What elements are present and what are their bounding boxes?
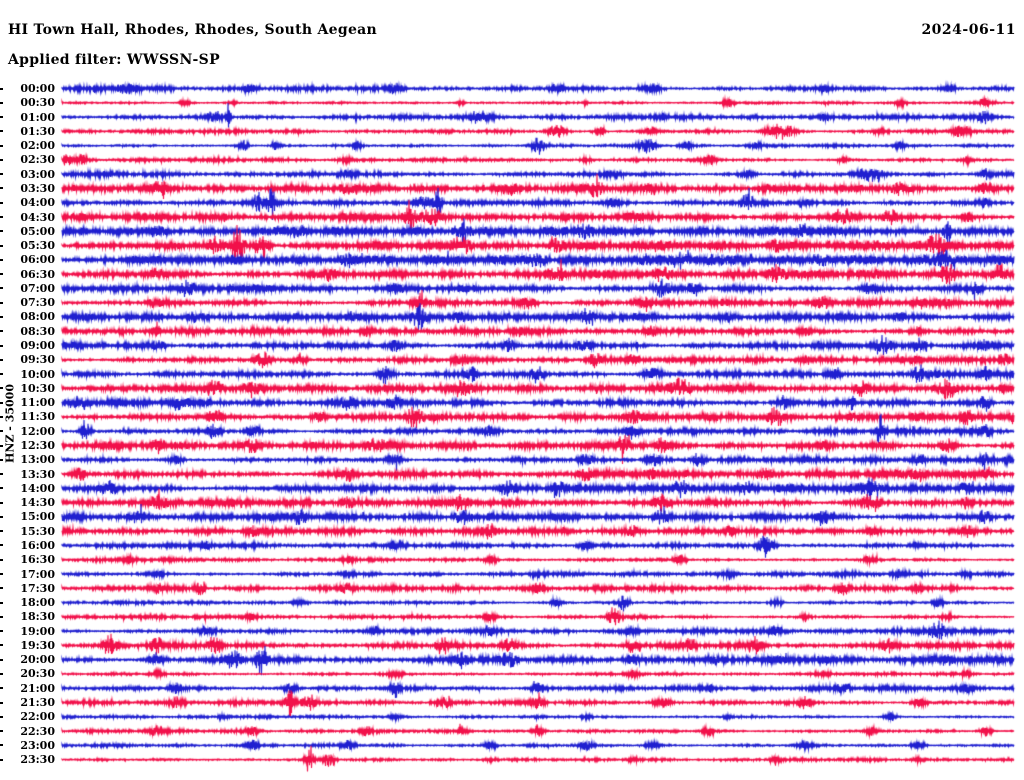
- row-tick: [0, 230, 3, 232]
- row-tick: [0, 316, 3, 318]
- row-tick: [0, 302, 3, 304]
- time-label: 14:00: [20, 481, 55, 495]
- row-tick: [0, 88, 3, 90]
- row-tick: [0, 187, 3, 189]
- time-label: 02:30: [20, 153, 55, 167]
- row-tick: [0, 373, 3, 375]
- row-tick: [0, 416, 3, 418]
- time-label: 07:00: [20, 281, 55, 295]
- time-label: 07:30: [20, 296, 55, 310]
- time-label: 16:30: [20, 553, 55, 567]
- row-tick: [0, 202, 3, 204]
- row-tick: [0, 487, 3, 489]
- row-tick: [0, 173, 3, 175]
- time-label: 18:30: [20, 610, 55, 624]
- row-tick: [0, 287, 3, 289]
- row-tick: [0, 473, 3, 475]
- time-label: 06:00: [20, 253, 55, 267]
- time-label: 20:00: [20, 653, 55, 667]
- row-tick: [0, 644, 3, 646]
- time-label: 16:00: [20, 538, 55, 552]
- row-tick: [0, 616, 3, 618]
- row-tick: [0, 102, 3, 104]
- row-tick: [0, 430, 3, 432]
- row-tick: [0, 516, 3, 518]
- time-label: 19:30: [20, 638, 55, 652]
- time-label: 23:30: [20, 753, 55, 767]
- row-tick: [0, 330, 3, 332]
- row-tick: [0, 159, 3, 161]
- time-label: 05:30: [20, 239, 55, 253]
- time-label: 14:30: [20, 496, 55, 510]
- row-tick: [0, 630, 3, 632]
- time-label: 05:00: [20, 224, 55, 238]
- row-tick: [0, 587, 3, 589]
- row-tick: [0, 744, 3, 746]
- time-label: 18:00: [20, 596, 55, 610]
- time-label: 12:00: [20, 424, 55, 438]
- row-tick: [0, 116, 3, 118]
- time-label: 10:00: [20, 367, 55, 381]
- row-tick: [0, 573, 3, 575]
- time-label: 13:30: [20, 467, 55, 481]
- row-tick: [0, 530, 3, 532]
- row-tick: [0, 602, 3, 604]
- row-tick: [0, 130, 3, 132]
- time-label: 08:00: [20, 310, 55, 324]
- time-label: 11:30: [20, 410, 55, 424]
- row-tick: [0, 245, 3, 247]
- time-label: 04:30: [20, 210, 55, 224]
- time-label: 01:30: [20, 124, 55, 138]
- time-label: 21:30: [20, 696, 55, 710]
- time-label: 06:30: [20, 267, 55, 281]
- row-tick: [0, 559, 3, 561]
- time-label: 00:30: [20, 96, 55, 110]
- row-tick: [0, 216, 3, 218]
- row-tick: [0, 359, 3, 361]
- time-label: 17:30: [20, 581, 55, 595]
- row-tick: [0, 273, 3, 275]
- row-tick: [0, 259, 3, 261]
- time-label: 09:30: [20, 353, 55, 367]
- row-tick: [0, 759, 3, 761]
- row-tick: [0, 387, 3, 389]
- row-tick: [0, 673, 3, 675]
- time-label: 04:00: [20, 196, 55, 210]
- time-label: 13:00: [20, 453, 55, 467]
- time-label: 10:30: [20, 381, 55, 395]
- time-label: 17:00: [20, 567, 55, 581]
- row-tick: [0, 502, 3, 504]
- row-tick: [0, 345, 3, 347]
- time-label: 21:00: [20, 681, 55, 695]
- row-tick: [0, 716, 3, 718]
- row-tick: [0, 145, 3, 147]
- row-tick: [0, 659, 3, 661]
- row-tick: [0, 730, 3, 732]
- time-label: 19:00: [20, 624, 55, 638]
- time-label: 22:30: [20, 724, 55, 738]
- time-label: 09:00: [20, 339, 55, 353]
- row-tick: [0, 544, 3, 546]
- time-label: 03:00: [20, 167, 55, 181]
- time-label: 00:00: [20, 82, 55, 95]
- time-label: 23:00: [20, 738, 55, 752]
- row-tick: [0, 687, 3, 689]
- row-tick: [0, 459, 3, 461]
- time-label: 12:30: [20, 439, 55, 452]
- time-label: 02:00: [20, 139, 55, 153]
- time-label: 11:00: [20, 396, 55, 410]
- time-label: 03:30: [20, 181, 55, 195]
- time-label: 15:00: [20, 510, 55, 524]
- time-label: 22:00: [20, 710, 55, 724]
- row-tick: [0, 702, 3, 704]
- row-tick: [0, 445, 3, 447]
- time-label: 20:30: [20, 667, 55, 681]
- time-label: 15:30: [20, 524, 55, 538]
- time-label: 08:30: [20, 324, 55, 338]
- time-label: 01:00: [20, 110, 55, 124]
- row-tick: [0, 402, 3, 404]
